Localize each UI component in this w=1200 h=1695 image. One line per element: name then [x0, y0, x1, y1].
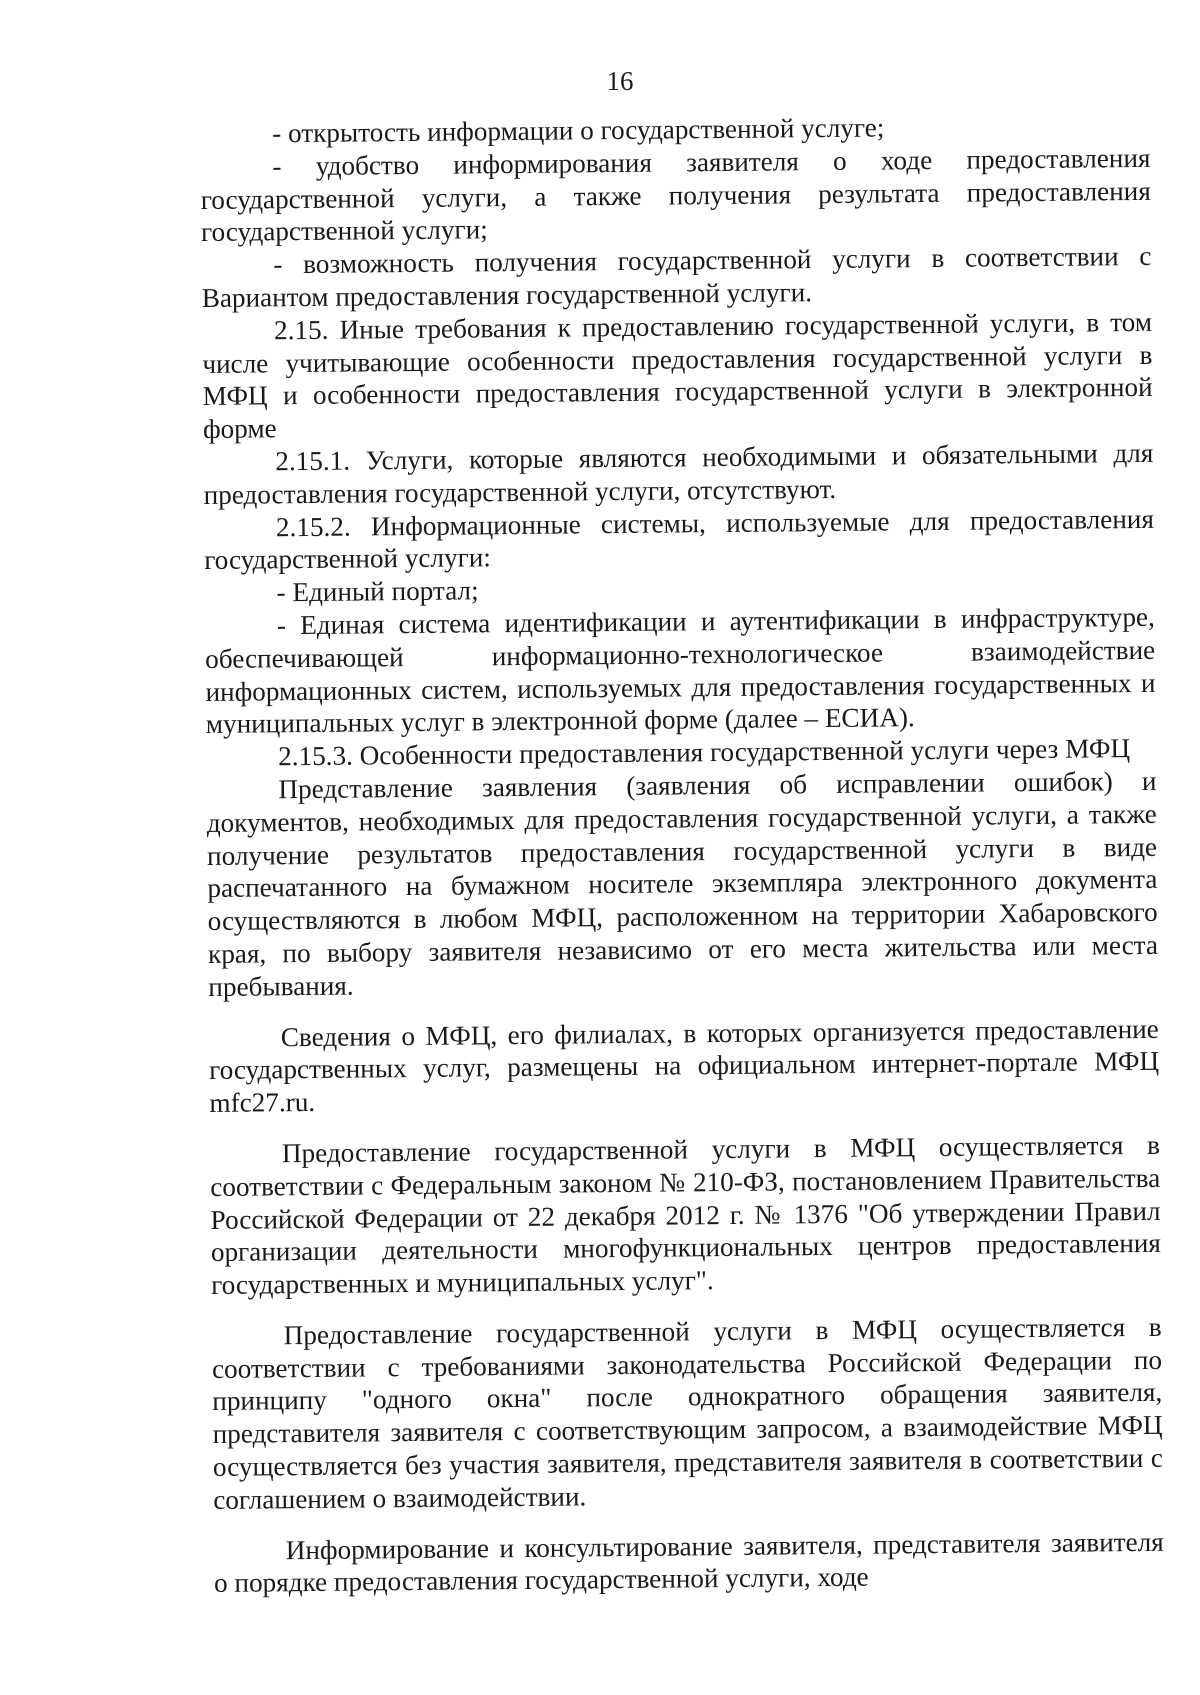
- paragraph: Информирование и консультирование заявителя, представителя заявителя о порядке предоставления государственной услуги, ходе: [213, 1526, 1164, 1599]
- paragraph: Представление заявления (заявления об исправлении ошибок) и документов, необходимых для предоставления государственной услуги, а также получение результатов предоставления государственной услуги в виде распечатанного на бумажном носителе экземпляра электронного документа осуществляются в любом МФЦ, расположенном на территории Хабаровского края, по выбору заявителя независимо от его места жительства или места пребывания.: [206, 765, 1159, 1002]
- paragraph: 2.15.1. Услуги, которые являются необходимыми и обязательными для предоставления государственной услуги, отсутствуют.: [203, 437, 1154, 510]
- paragraph: - возможность получения государственной услуги в соответствии с Вариантом предоставления государственной услуги.: [201, 241, 1152, 313]
- paragraph: Сведения о МФЦ, его филиалах, в которых организуется предоставление государственных услуг, размещены на официальном интернет-портале МФЦ mfc27.ru.: [208, 1013, 1160, 1119]
- paragraph: 2.15.2. Информационные системы, используемые для предоставления государственной услуги:: [204, 503, 1155, 576]
- paragraph: Предоставление государственной услуги в МФЦ осуществляется в соответствии с Федеральным законом № 210-ФЗ, постановлением Правительства Российской Федерации от 22 декабря 2012 г. № 1376 "Об утверждении Правил организации деятельности многофункциональных центров предоставления государственных и муниципальных услуг".: [210, 1129, 1161, 1301]
- page-number: 16: [606, 66, 634, 96]
- section-heading-2-15: 2.15. Иные требования к предоставлению государственной услуги, в том числе учитывающие особенности предоставления государственной услуги в МФЦ и особенности предоставления государственной услуги в электронной форме: [202, 306, 1153, 445]
- document-body: [200, 109, 1164, 1600]
- paragraph: Предоставление государственной услуги в МФЦ осуществляется в соответствии с требованиями законодательства Российской Федерации по принципу "одного окна" после однократного обращения заявителя, представителя заявителя с соответствующим запросом, а взаимодействие МФЦ осуществляется без участия заявителя, представителя заявителя в соответствии с соглашением о взаимодействии.: [211, 1311, 1164, 1515]
- paragraph: - открытость информации о государственной услуге;: [272, 112, 885, 149]
- list-item: - Единая система идентификации и аутентификации в инфраструктуре, обеспечивающей информационно-технологическое взаимодействие информационных систем, используемых для предоставления государственных и муниципальных услуг в электронной форме (далее – ЕСИА).: [205, 601, 1156, 740]
- section-heading-2-15-3: 2.15.3. Особенности предоставления государственной услуги через МФЦ: [277, 733, 1131, 772]
- list-item: - Единый портал;: [276, 575, 479, 608]
- paragraph: - удобство информирования заявителя о ходе предоставления государственной услуги, а также получения результата предоставления государственной услуги;: [200, 142, 1151, 248]
